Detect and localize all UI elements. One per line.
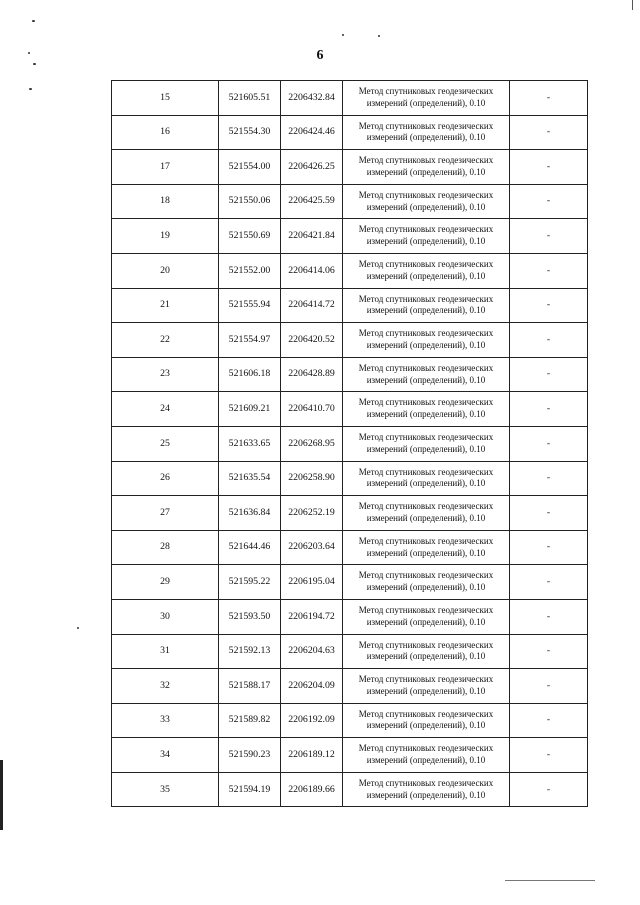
x-coordinate-cell: 521590.23 [219,738,281,773]
x-coordinate-cell: 521592.13 [219,634,281,669]
note-cell: - [510,634,588,669]
y-coordinate-cell: 2206204.63 [281,634,343,669]
x-coordinate-cell: 521554.00 [219,150,281,185]
y-coordinate-cell: 2206194.72 [281,599,343,634]
point-number-cell: 20 [112,253,219,288]
y-coordinate-cell: 2206192.09 [281,703,343,738]
x-coordinate-cell: 521609.21 [219,392,281,427]
y-coordinate-cell: 2206414.06 [281,253,343,288]
method-cell: Метод спутниковых геодезических измерений (определений), 0.10 [343,115,510,150]
x-coordinate-cell: 521605.51 [219,81,281,116]
table-row [112,565,588,600]
y-coordinate-cell: 2206428.89 [281,357,343,392]
method-cell: Метод спутниковых геодезических измерений (определений), 0.10 [343,565,510,600]
table-row [112,150,588,185]
note-cell: - [510,150,588,185]
note-cell: - [510,426,588,461]
y-coordinate-cell: 2206252.19 [281,496,343,531]
x-coordinate-cell: 521550.69 [219,219,281,254]
point-number-cell: 19 [112,219,219,254]
x-coordinate-cell: 521635.54 [219,461,281,496]
point-number-cell: 23 [112,357,219,392]
table-row [112,323,588,358]
table-row [112,599,588,634]
note-cell: - [510,184,588,219]
method-cell: Метод спутниковых геодезических измерений (определений), 0.10 [343,392,510,427]
x-coordinate-cell: 521633.65 [219,426,281,461]
point-number-cell: 26 [112,461,219,496]
method-cell: Метод спутниковых геодезических измерений (определений), 0.10 [343,81,510,116]
table-row [112,253,588,288]
point-number-cell: 18 [112,184,219,219]
table-row [112,634,588,669]
scan-speck [33,63,36,65]
method-cell: Метод спутниковых геодезических измерений (определений), 0.10 [343,426,510,461]
table-row [112,392,588,427]
point-number-cell: 27 [112,496,219,531]
method-cell: Метод спутниковых геодезических измерений (определений), 0.10 [343,634,510,669]
method-cell: Метод спутниковых геодезических измерений (определений), 0.10 [343,323,510,358]
point-number-cell: 31 [112,634,219,669]
y-coordinate-cell: 2206421.84 [281,219,343,254]
table-row [112,219,588,254]
x-coordinate-cell: 521552.00 [219,253,281,288]
point-number-cell: 28 [112,530,219,565]
scan-speck [32,20,35,22]
method-cell: Метод спутниковых геодезических измерений (определений), 0.10 [343,772,510,807]
method-cell: Метод спутниковых геодезических измерений (определений), 0.10 [343,219,510,254]
point-number-cell: 30 [112,599,219,634]
x-coordinate-cell: 521550.06 [219,184,281,219]
table-row [112,426,588,461]
point-number-cell: 15 [112,81,219,116]
note-cell: - [510,392,588,427]
point-number-cell: 25 [112,426,219,461]
note-cell: - [510,669,588,704]
x-coordinate-cell: 521554.97 [219,323,281,358]
table-row [112,669,588,704]
x-coordinate-cell: 521555.94 [219,288,281,323]
note-cell: - [510,219,588,254]
note-cell: - [510,565,588,600]
note-cell: - [510,357,588,392]
y-coordinate-cell: 2206410.70 [281,392,343,427]
note-cell: - [510,496,588,531]
point-number-cell: 35 [112,772,219,807]
y-coordinate-cell: 2206189.12 [281,738,343,773]
y-coordinate-cell: 2206195.04 [281,565,343,600]
method-cell: Метод спутниковых геодезических измерений (определений), 0.10 [343,530,510,565]
y-coordinate-cell: 2206258.90 [281,461,343,496]
method-cell: Метод спутниковых геодезических измерений (определений), 0.10 [343,253,510,288]
point-number-cell: 24 [112,392,219,427]
point-number-cell: 32 [112,669,219,704]
method-cell: Метод спутниковых геодезических измерений (определений), 0.10 [343,599,510,634]
method-cell: Метод спутниковых геодезических измерений (определений), 0.10 [343,184,510,219]
scan-edge-mark [632,0,633,10]
y-coordinate-cell: 2206425.59 [281,184,343,219]
table-row [112,288,588,323]
point-number-cell: 16 [112,115,219,150]
y-coordinate-cell: 2206424.46 [281,115,343,150]
scan-speck [29,88,32,90]
note-cell: - [510,81,588,116]
x-coordinate-cell: 521644.46 [219,530,281,565]
method-cell: Метод спутниковых геодезических измерений (определений), 0.10 [343,288,510,323]
note-cell: - [510,323,588,358]
method-cell: Метод спутниковых геодезических измерений (определений), 0.10 [343,496,510,531]
x-coordinate-cell: 521636.84 [219,496,281,531]
method-cell: Метод спутниковых геодезических измерений (определений), 0.10 [343,357,510,392]
note-cell: - [510,288,588,323]
note-cell: - [510,599,588,634]
coordinates-table [111,80,588,807]
table-row [112,115,588,150]
table-row [112,772,588,807]
y-coordinate-cell: 2206432.84 [281,81,343,116]
footer-rule [505,880,595,881]
method-cell: Метод спутниковых геодезических измерений (определений), 0.10 [343,738,510,773]
note-cell: - [510,253,588,288]
x-coordinate-cell: 521588.17 [219,669,281,704]
x-coordinate-cell: 521595.22 [219,565,281,600]
note-cell: - [510,461,588,496]
scan-speck [77,627,79,629]
table-row [112,738,588,773]
table-row [112,357,588,392]
point-number-cell: 21 [112,288,219,323]
note-cell: - [510,703,588,738]
note-cell: - [510,530,588,565]
scan-speck [342,34,344,36]
y-coordinate-cell: 2206268.95 [281,426,343,461]
method-cell: Метод спутниковых геодезических измерений (определений), 0.10 [343,150,510,185]
y-coordinate-cell: 2206204.09 [281,669,343,704]
x-coordinate-cell: 521589.82 [219,703,281,738]
y-coordinate-cell: 2206420.52 [281,323,343,358]
point-number-cell: 33 [112,703,219,738]
table-row [112,530,588,565]
coordinates-table-body [112,81,588,807]
scan-speck [28,52,30,54]
y-coordinate-cell: 2206189.66 [281,772,343,807]
point-number-cell: 34 [112,738,219,773]
method-cell: Метод спутниковых геодезических измерений (определений), 0.10 [343,669,510,704]
table-row [112,184,588,219]
point-number-cell: 17 [112,150,219,185]
point-number-cell: 22 [112,323,219,358]
table-row [112,703,588,738]
note-cell: - [510,115,588,150]
y-coordinate-cell: 2206203.64 [281,530,343,565]
point-number-cell: 29 [112,565,219,600]
table-row [112,496,588,531]
x-coordinate-cell: 521606.18 [219,357,281,392]
scan-edge-mark [0,760,3,830]
x-coordinate-cell: 521594.19 [219,772,281,807]
note-cell: - [510,738,588,773]
table-row [112,81,588,116]
x-coordinate-cell: 521593.50 [219,599,281,634]
x-coordinate-cell: 521554.30 [219,115,281,150]
table-row [112,461,588,496]
y-coordinate-cell: 2206426.25 [281,150,343,185]
scan-speck [378,35,380,37]
method-cell: Метод спутниковых геодезических измерений (определений), 0.10 [343,461,510,496]
note-cell: - [510,772,588,807]
page-number: 6 [316,48,324,63]
y-coordinate-cell: 2206414.72 [281,288,343,323]
method-cell: Метод спутниковых геодезических измерений (определений), 0.10 [343,703,510,738]
